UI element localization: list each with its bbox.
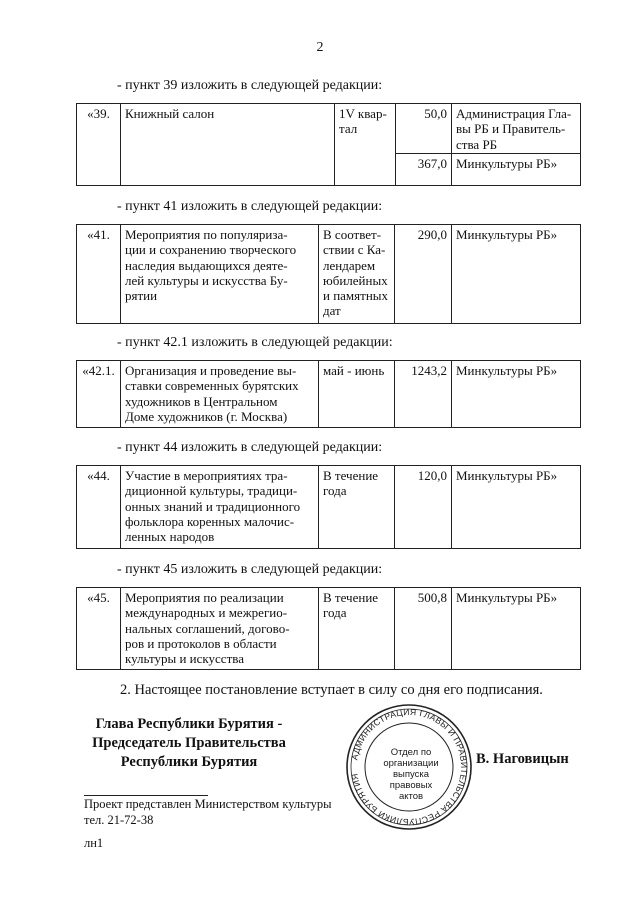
item-executor: Минкультуры РБ» — [452, 225, 581, 324]
item-executor: Минкультуры РБ» — [452, 588, 581, 670]
item-executor: Минкультуры РБ» — [452, 154, 581, 186]
item-number: «41. — [77, 225, 121, 324]
item-title: Мероприятия по реализации международных и межрегио- нальных соглашений, догово- ров и протоколов в области культуры и искусства — [121, 588, 319, 670]
section-intro-44: - пункт 44 изложить в следующей редакции: — [117, 440, 383, 455]
contact-phone: тел. 21-72-38 — [84, 813, 154, 827]
item-period: В течение года — [319, 588, 395, 670]
section-intro-41: - пункт 41 изложить в следующей редакции: — [117, 199, 383, 214]
table-item-42-1 — [76, 360, 581, 428]
item-number: «42.1. — [77, 361, 121, 428]
section-intro-45: - пункт 45 изложить в следующей редакции: — [117, 562, 383, 577]
item-amount: 120,0 — [395, 466, 452, 549]
table-item-45 — [76, 587, 581, 670]
item-title: Организация и проведение вы- ставки современных бурятских художников в Центральном Доме художников (г. Москва) — [121, 361, 319, 428]
item-period: 1V квар- тал — [335, 104, 396, 186]
item-executor: Минкультуры РБ» — [452, 466, 581, 549]
item-executor: Администрация Гла- вы РБ и Правитель- ства РБ — [452, 104, 581, 154]
table-row — [77, 588, 581, 670]
item-amount: 1243,2 — [395, 361, 452, 428]
item-period: В течение года — [319, 466, 395, 549]
signatory-line: Глава Республики Бурятия - — [95, 716, 283, 732]
final-clause: 2. Настоящее постановление вступает в силу со дня его подписания. — [120, 682, 543, 698]
table-item-41 — [76, 224, 581, 324]
signatory-line: Республики Бурятия — [120, 754, 258, 770]
document-code: лн1 — [84, 836, 104, 850]
item-period: В соответ- ствии с Ка- лендарем юбилейных и памятных дат — [319, 225, 395, 324]
item-amount: 367,0 — [396, 154, 452, 186]
item-period: май - июнь — [319, 361, 395, 428]
section-intro-42-1: - пункт 42.1 изложить в следующей редакции: — [117, 335, 393, 350]
table-row — [77, 361, 581, 428]
item-amount: 500,8 — [395, 588, 452, 670]
table-row — [77, 225, 581, 324]
table-item-44 — [76, 465, 581, 549]
stamp-ring-text: АДМИНИСТРАЦИЯ ГЛАВЫ И ПРАВИТЕЛЬСТВА РЕСПУБЛИКИ БУРЯТИЯ — [349, 706, 470, 828]
item-title: Мероприятия по популяриза- ции и сохранению творческого наследия выдающихся деяте- лей культуры и искусства Бу- рятии — [121, 225, 319, 324]
signatory-title — [70, 715, 308, 772]
signatory-line: Председатель Правительства — [92, 735, 286, 751]
item-title: Книжный салон — [121, 104, 335, 186]
table-row — [77, 104, 581, 154]
item-executor: Минкультуры РБ» — [452, 361, 581, 428]
item-number: «39. — [77, 104, 121, 186]
item-number: «44. — [77, 466, 121, 549]
item-amount: 290,0 — [395, 225, 452, 324]
page-number: 2 — [316, 40, 324, 55]
table-item-39 — [76, 103, 581, 186]
stamp-center-text: Отдел по организации выпуска правовых актов — [383, 747, 439, 802]
signatory-name: В. Наговицын — [476, 751, 569, 767]
section-intro-39: - пункт 39 изложить в следующей редакции: — [117, 78, 383, 93]
footer-divider — [84, 795, 208, 796]
prepared-by: Проект представлен Министерством культуры — [84, 797, 332, 811]
table-row — [77, 466, 581, 549]
item-title: Участие в мероприятиях тра- диционной культуры, традици- онных знаний и традиционного фольклора коренных малочис- ленных народов — [121, 466, 319, 549]
item-amount: 50,0 — [396, 104, 452, 154]
item-number: «45. — [77, 588, 121, 670]
